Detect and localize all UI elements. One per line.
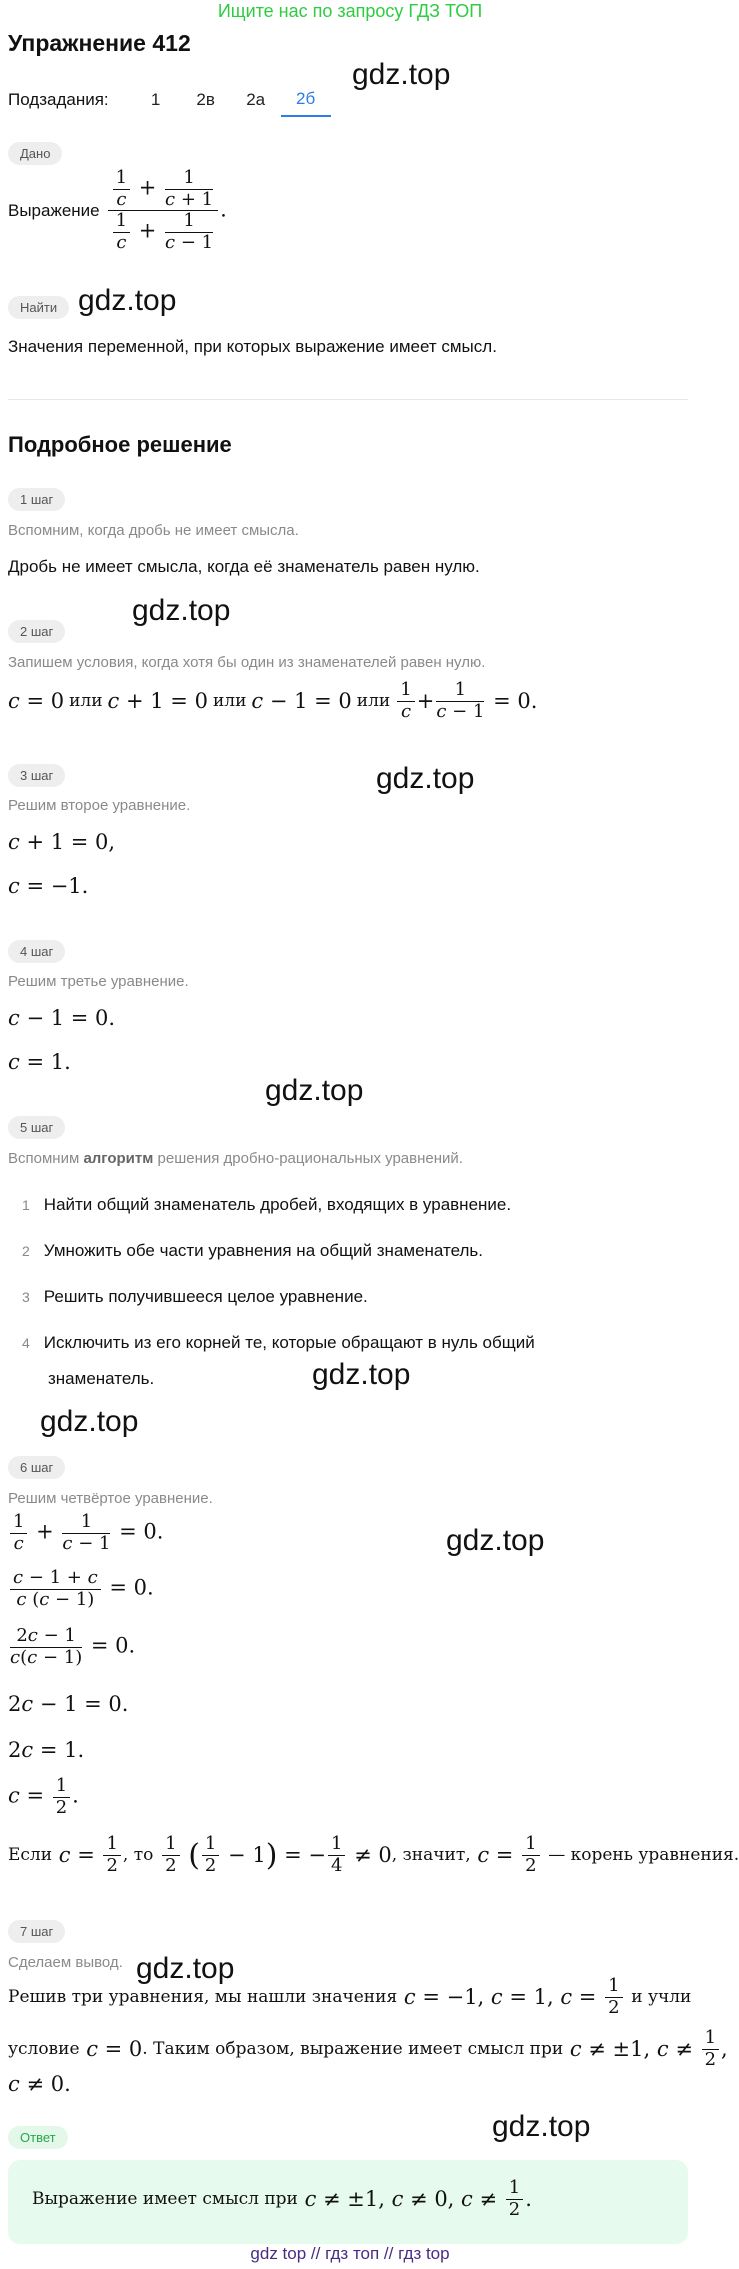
equation: 2c = 1.	[8, 1738, 85, 1762]
step-badge: 7 шаг	[8, 1920, 65, 1943]
step-hint: Решим третье уравнение.	[8, 973, 189, 990]
subtasks-label: Подзадания:	[8, 90, 109, 109]
given-label: Выражение	[8, 200, 100, 220]
watermark: gdz.top	[40, 1405, 139, 1438]
step-text: Дробь не имеет смысла, когда её знаменатель равен нулю.	[8, 557, 480, 576]
equation: c = 1.	[8, 1050, 71, 1074]
top-banner[interactable]: Ищите нас по запросу ГДЗ ТОП	[217, 1, 483, 21]
step-badge: 3 шаг	[8, 764, 65, 787]
step-badge: 1 шаг	[8, 488, 65, 511]
conclusion-line-1: Решив три уравнения, мы нашли значения c = −1, c = 1, c = $\frac{1}{2}$ и учли	[8, 1975, 692, 2018]
equation: $\frac{c - 1 + c}{c (c - 1)}$ = 0.	[8, 1568, 154, 1610]
find-badge: Найти	[8, 296, 69, 319]
step-badge: 5 шаг	[8, 1116, 65, 1139]
tab-2a[interactable]: 2а	[246, 90, 266, 109]
list-item: 2 Умножить обе части уравнения на общий знаменатель.	[22, 1241, 483, 1260]
tab-2b[interactable]: 2б	[281, 83, 331, 117]
divider	[8, 399, 688, 400]
watermark: gdz.top	[492, 2110, 591, 2143]
watermark: gdz.top	[376, 762, 475, 795]
list-item: 1 Найти общий знаменатель дробей, входящих в уравнение.	[22, 1195, 512, 1214]
page-title: Упражнение 412	[8, 30, 191, 56]
answer-badge: Ответ	[8, 2126, 68, 2149]
step-hint: Сделаем вывод.	[8, 1954, 123, 1971]
solution-title: Подробное решение	[8, 432, 232, 457]
equation: c = −1.	[8, 874, 89, 898]
step-badge: 2 шаг	[8, 620, 65, 643]
subtask-tabs	[8, 84, 331, 116]
watermark: gdz.top	[78, 284, 177, 317]
watermark: gdz.top	[265, 1074, 364, 1107]
conditions-formula: c = 0 или c + 1 = 0 или c − 1 = 0 или $\frac{1}{c}$ + $\frac{1}{c - 1}$ = 0.	[8, 679, 538, 722]
equation: c − 1 = 0.	[8, 1006, 116, 1030]
equation: 2c − 1 = 0.	[8, 1692, 129, 1716]
given-badge: Дано	[8, 142, 62, 165]
conclusion-line-3: c ≠ 0.	[8, 2072, 71, 2096]
watermark: gdz.top	[312, 1358, 411, 1391]
watermark: gdz.top	[352, 58, 451, 91]
equation: c + 1 = 0,	[8, 830, 116, 854]
answer-text: Выражение имеет смысл при c ≠ ±1, c ≠ 0, c ≠ $\frac{1}{2}$ .	[32, 2177, 532, 2220]
watermark: gdz.top	[446, 1524, 545, 1557]
equation: c = $\frac{1}{2}$ .	[8, 1775, 79, 1818]
find-text: Значения переменной, при которых выражение имеет смысл.	[8, 337, 497, 356]
conclusion-line-2: условие c = 0 . Таким образом, выражение имеет смысл при c ≠ ±1, c ≠ $\frac{1}{2}$ ,	[8, 2027, 728, 2070]
step-hint: Решим второе уравнение.	[8, 797, 191, 814]
step-badge: 6 шаг	[8, 1456, 65, 1479]
step-hint: Вспомним, когда дробь не имеет смысла.	[8, 522, 299, 539]
equation: $\frac{2c - 1}{c(c - 1)}$ = 0.	[10, 1625, 136, 1668]
tab-1[interactable]: 1	[150, 90, 161, 109]
step-badge: 4 шаг	[8, 940, 65, 963]
equation: $\frac{1}{c}$ + $\frac{1}{c - 1}$ = 0.	[8, 1512, 163, 1554]
footer-links[interactable]: gdz top // гдз топ // гдз top	[250, 2244, 450, 2263]
root-check: Если c = $\frac{1}{2}$ , то $\frac{1}{2}$ ( $\frac{1}{2}$ − 1 ) = − $\frac{1}{4}$ ≠ 0 , значит, c = $\frac{1}{2}$ — корень уравнения.	[8, 1833, 739, 1876]
watermark: gdz.top	[136, 1952, 235, 1985]
list-item: 4 Исключить из его корней те, которые обращают в нуль общий	[22, 1333, 535, 1352]
watermark: gdz.top	[132, 594, 231, 627]
given-expression: $\frac{1}{c}$ + $\frac{1}{c + 1}$ $\frac{1}{c}$ + $\frac{1}{c - 1}$ .	[106, 168, 227, 254]
step-hint: Решим четвёртое уравнение.	[8, 1490, 213, 1507]
list-item-continuation: знаменатель.	[48, 1369, 155, 1388]
step-hint: Вспомним алгоритм решения дробно-рациональных уравнений.	[8, 1150, 463, 1167]
list-item: 3 Решить получившееся целое уравнение.	[22, 1287, 368, 1306]
step-hint: Запишем условия, когда хотя бы один из знаменателей равен нулю.	[8, 654, 486, 671]
tab-2v[interactable]: 2в	[196, 90, 215, 109]
